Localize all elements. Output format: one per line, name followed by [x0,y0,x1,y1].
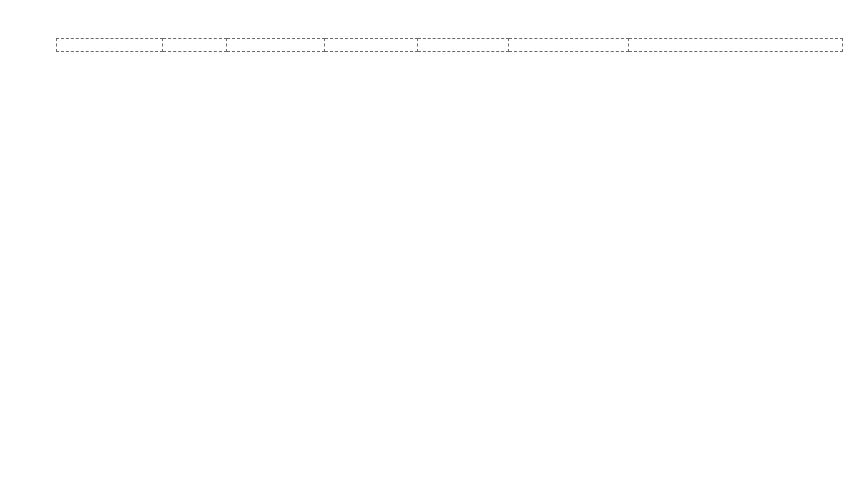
header-presence [57,39,163,52]
header-obtaining [325,39,418,52]
header-industrial-uses [509,39,629,52]
header-isotopes [163,39,227,52]
header-properties [227,39,325,52]
properties-table [56,38,843,52]
header-pharma-uses [629,39,843,52]
header-reactivity [418,39,509,52]
header-row [57,39,843,52]
